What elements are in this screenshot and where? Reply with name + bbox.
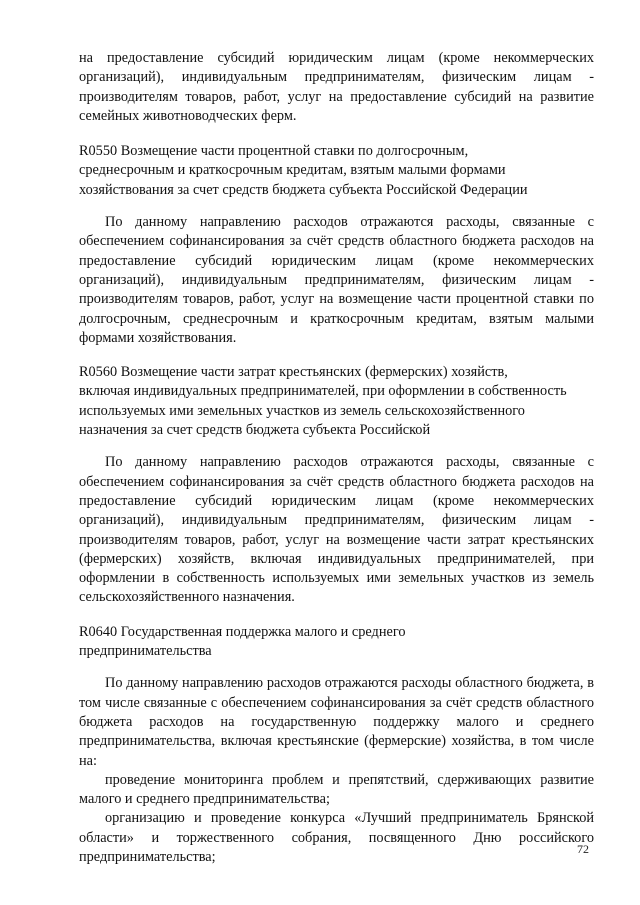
list-item: проведение мониторинга проблем и препятствий, сдерживающих развитие малого и среднего предпринимательства; xyxy=(79,771,594,808)
heading-line: R0640 Государственная поддержка малого и среднего xyxy=(79,623,406,640)
section-r0550 xyxy=(79,142,594,348)
heading-line: хозяйствования за счет средств бюджета субъекта Российской Федерации xyxy=(79,181,528,198)
section-body: По данному направлению расходов отражаются расходы, связанные с обеспечением софинансирования за счёт средств областного бюджета расходов на предоставление субсидий юридическим лицам (кроме некоммерческих организаций), индивидуальным предпринимателям, физическим лицам - производителям товаров, работ, услуг на возмещение части процентной ставки по долгосрочным, среднесрочным и краткосрочным кредитам, взятым малыми формами хозяйствования. xyxy=(79,214,594,346)
section-body: По данному направлению расходов отражаются расходы, связанные с обеспечением софинансирования за счёт средств областного бюджета расходов на предоставление субсидий юридическим лицам (кроме некоммерческих организаций), индивидуальным предпринимателям, физическим лицам - производителям товаров, работ, услуг на возмещение части затрат крестьянских (фермерских) хозяйств, включая индивидуальных предпринимателей, при оформлении в собственность используемых ими земельных участков из земель сельскохозяйственного назначения. xyxy=(79,454,594,606)
page-number: 72 xyxy=(577,842,589,856)
page-content xyxy=(79,49,594,867)
section-heading xyxy=(79,142,594,200)
section-body: По данному направлению расходов отражаются расходы областного бюджета, в том числе связанные с обеспечением софинансирования за счёт средств областного бюджета расходов на государственную поддержку малого и среднего предпринимательства, включая крестьянские (фермерские) хозяйства, в том числе на: xyxy=(79,675,594,769)
section-r0560 xyxy=(79,363,594,608)
heading-line: включая индивидуальных предпринимателей, при оформлении в собственность xyxy=(79,383,567,400)
heading-line: R0560 Возмещение части затрат крестьянских (фермерских) хозяйств, xyxy=(79,364,508,381)
heading-line: используемых ими земельных участков из земель сельскохозяйственного xyxy=(79,402,525,419)
heading-line: R0550 Возмещение части процентной ставки по долгосрочным, xyxy=(79,143,469,160)
section-heading xyxy=(79,623,594,662)
section-r0640 xyxy=(79,623,594,868)
heading-line: среднесрочным и краткосрочным кредитам, взятым малыми формами xyxy=(79,162,506,179)
heading-line: предпринимательства xyxy=(79,643,212,660)
section-heading xyxy=(79,363,594,440)
list-item: организацию и проведение конкурса «Лучший предприниматель Брянской области» и торжественного собрания, посвященного Дню российского предпринимательства; xyxy=(79,810,594,865)
heading-line: назначения за счет средств бюджета субъекта Российской xyxy=(79,422,431,439)
intro-paragraph: на предоставление субсидий юридическим лицам (кроме некоммерческих организаций), индивидуальным предпринимателям, физическим лицам - производителям товаров, работ, услуг на предоставление субсидий на развитие семейных животноводческих ферм. xyxy=(79,50,594,124)
